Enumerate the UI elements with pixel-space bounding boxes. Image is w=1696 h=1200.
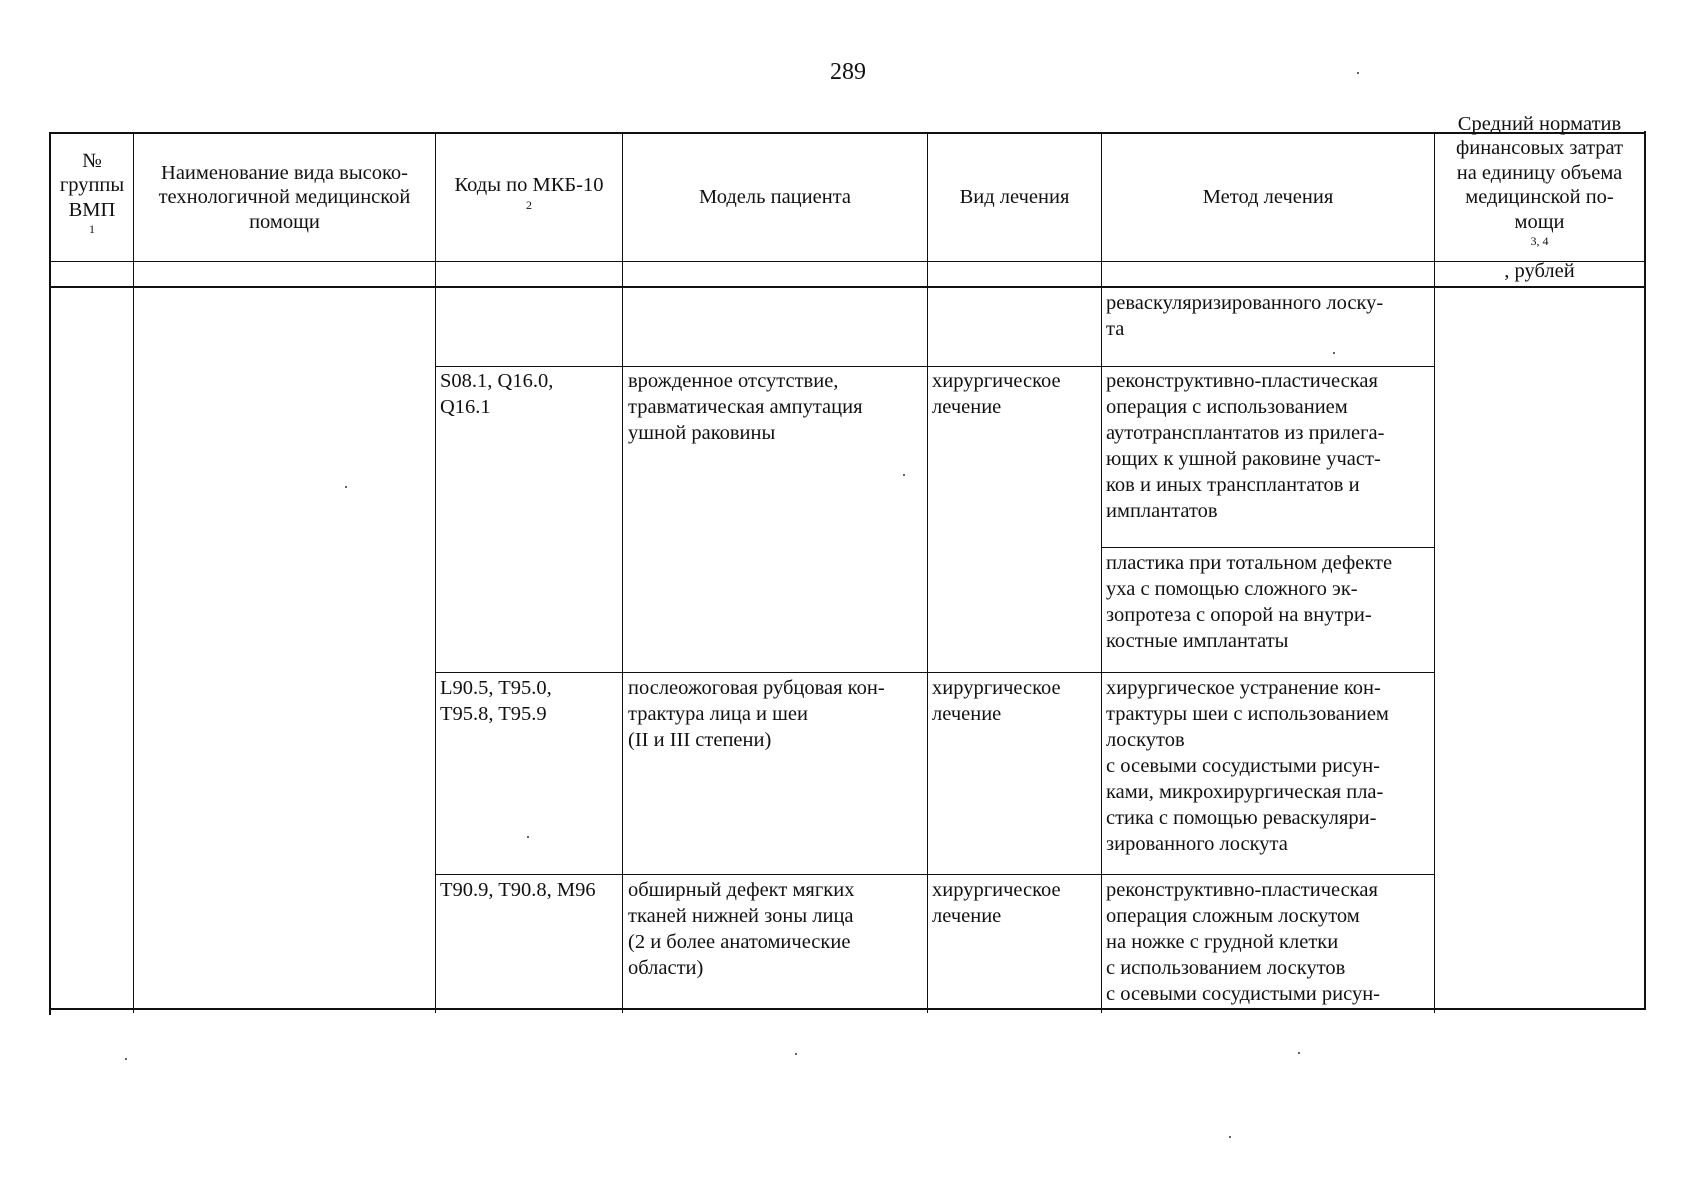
header-method-text: Метод лечения — [1202, 186, 1334, 209]
table-border-right — [1644, 131, 1646, 1009]
patient-model-cell: послеожоговая рубцовая кон- трактура лица и шеи (II и III степени) — [628, 677, 885, 751]
row-divider — [435, 366, 1435, 367]
footnote-mark: 2 — [526, 197, 532, 212]
scan-speck — [1357, 72, 1359, 74]
header-group-text: № группы ВМП — [59, 149, 125, 221]
method-divider — [1101, 547, 1435, 548]
column-divider — [927, 133, 928, 1013]
header-divider — [49, 286, 1646, 288]
footnote-mark: 3, 4 — [1530, 234, 1549, 249]
row-divider — [435, 874, 1435, 875]
table-border-left — [49, 133, 51, 1015]
icd-codes-cell: T90.9, T90.8, M96 — [440, 879, 596, 901]
method-cell: пластика при тотальном дефекте уха с помощью сложного эк- зопротеза с опорой на внутри- костные имплантаты — [1106, 552, 1393, 652]
header-name-text: Наименование вида высоко- технологичной медицинской помощи — [158, 161, 411, 233]
method-cell: реконструктивно-пластическая операция с использованием аутотрансплантатов из прилега- ющих к ушной раковине участ- ков и иных трансплантатов и имплантатов — [1106, 370, 1385, 522]
icd-codes-cell: S08.1, Q16.0, Q16.1 — [440, 370, 554, 418]
header-care-type-name — [134, 134, 435, 261]
header-divider — [49, 261, 1646, 262]
header-cost-unit: , рублей — [1504, 259, 1575, 282]
treatment-type-cell: хирургическое лечение — [932, 879, 1061, 927]
row-divider — [435, 672, 1435, 673]
column-divider — [1434, 133, 1435, 1013]
header-icd-codes — [436, 134, 622, 261]
header-patient-model — [623, 134, 927, 261]
scan-speck — [527, 836, 529, 838]
page-number: 289 — [830, 59, 866, 85]
header-type-text: Вид лечения — [959, 186, 1070, 209]
column-divider — [133, 133, 134, 1013]
method-cell: реваскуляризированного лоску- та — [1106, 292, 1384, 340]
header-treatment-type — [928, 134, 1101, 261]
scan-speck — [1229, 1136, 1231, 1138]
treatment-type-cell: хирургическое лечение — [932, 370, 1061, 418]
scan-speck — [1333, 352, 1335, 354]
method-cell: хирургическое устранение кон- трактуры шеи с использованием лоскутов с осевыми сосудистыми рисун- ками, микрохирургическая пла- стика с помощью реваскуляри- зированного лоскута — [1106, 677, 1389, 855]
header-codes-text: Коды по МКБ-10 — [454, 174, 604, 196]
column-divider — [435, 133, 436, 1013]
method-cell: реконструктивно-пластическая операция сложным лоскутом на ножке с грудной клетки с использованием лоскутов с осевыми сосудистыми рисун- — [1106, 879, 1380, 1005]
patient-model-cell: обширный дефект мягких тканей нижней зоны лица (2 и более анатомические области) — [628, 879, 855, 979]
scan-speck — [903, 474, 905, 476]
scan-speck — [125, 1058, 127, 1060]
icd-codes-cell: L90.5, T95.0, T95.8, T95.9 — [440, 677, 552, 725]
header-cost-text: Средний норматив финансовых затрат на единицу объема медицинской по- мощи — [1455, 112, 1624, 233]
scan-speck — [1298, 1052, 1300, 1054]
scan-speck — [795, 1053, 797, 1055]
footnote-mark: 1 — [88, 222, 95, 236]
header-average-cost — [1435, 112, 1644, 282]
scan-speck — [345, 486, 347, 488]
column-divider — [622, 133, 623, 1013]
patient-model-cell: врожденное отсутствие, травматическая ампутация ушной раковины — [628, 370, 863, 444]
header-treatment-method — [1102, 134, 1434, 261]
header-group-number — [51, 134, 133, 261]
column-divider — [1101, 133, 1102, 1013]
header-model-text: Модель пациента — [699, 186, 851, 209]
treatment-type-cell: хирургическое лечение — [932, 677, 1061, 725]
table-border-bottom — [49, 1008, 1646, 1010]
